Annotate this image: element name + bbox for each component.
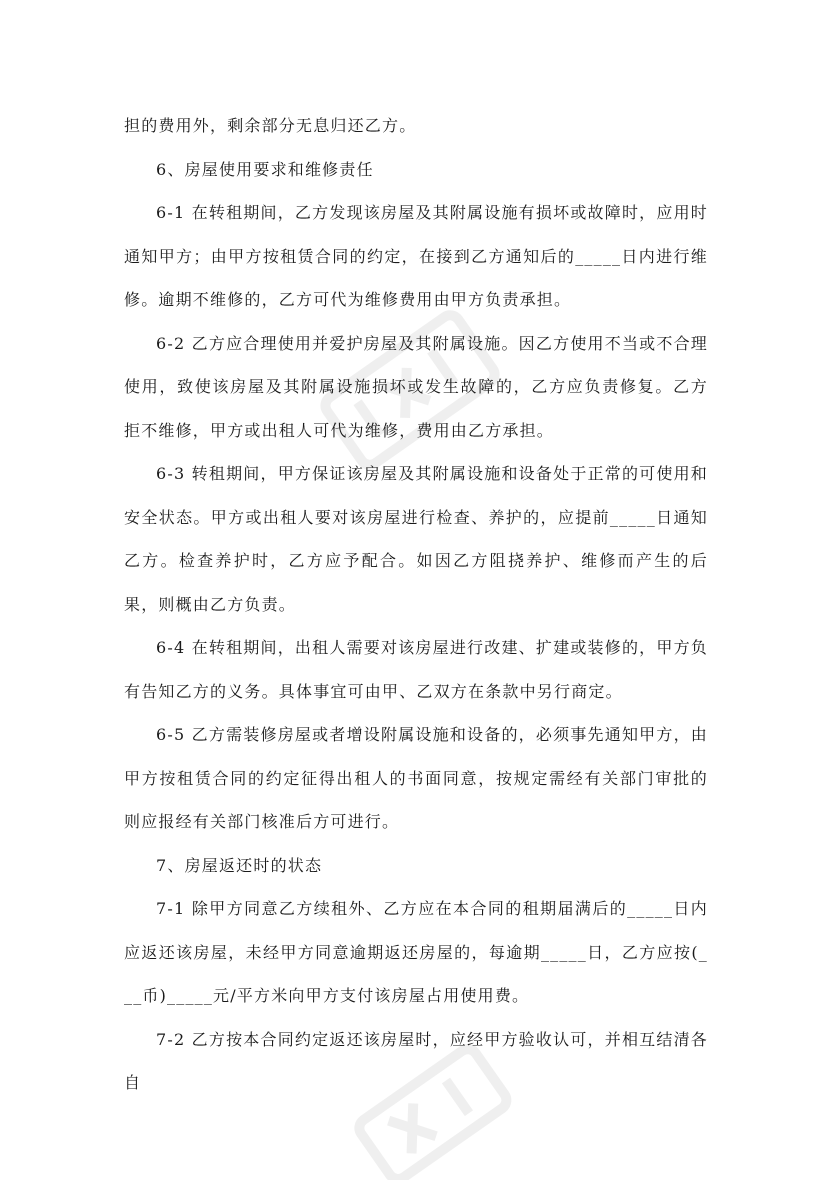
clause-6-5: 6-5 乙方需装修房屋或者增设附属设施和设备的，必须事先通知甲方，由甲方按租赁合同的约定征得出租人的书面同意，按规定需经有关部门审批的则应报经有关部门核准后方可进行。 [124,725,708,831]
clause-6-1: 6-1 在转租期间，乙方发现该房屋及其附属设施有损坏或故障时，应用时通知甲方；由甲方按租赁合同的约定，在接到乙方通知后的_____日内进行维修。逾期不维修的，乙方可代为维修费用由甲方负责承担。 [124,203,708,309]
clause-7-2: 7-2 乙方按本合同约定返还该房屋时，应经甲方验收认可，并相互结清各自 [124,1029,708,1092]
section-heading-7: 7、房屋返还时的状态 [156,855,323,875]
clause-6-3: 6-3 转租期间，甲方保证该房屋及其附属设施和设备处于正常的可使用和安全状态。甲方或出租人要对该房屋进行检查、养护的，应提前_____日通知乙方。检查养护时，乙方应予配合。如因乙方阻挠养护、维修而产生的后果，则概由乙方负责。 [124,464,708,614]
section-heading-6: 6、房屋使用要求和维修责任 [156,159,374,179]
clause-7-1: 7-1 除甲方同意乙方续租外、乙方应在本合同的租期届满后的_____日内应返还该房屋，未经甲方同意逾期返还房屋的，每逾期_____日，乙方应按(___币)_____元/平方米向甲方支付该房屋占用使用费。 [124,899,708,1005]
clause-6-2: 6-2 乙方应合理使用并爱护房屋及其附属设施。因乙方使用不当或不合理使用，致使该房屋及其附属设施损坏或发生故障的，乙方应负责修复。乙方拒不维修，甲方或出租人可代为维修，费用由乙方承担。 [124,333,708,440]
paragraph-continuation: 担的费用外，剩余部分无息归还乙方。 [124,116,417,135]
document-body [124,104,708,1105]
clause-6-4: 6-4 在转租期间，出租人需要对该房屋进行改建、扩建或装修的，甲方负有告知乙方的义务。具体事宜可由甲、乙双方在条款中另行商定。 [124,638,708,701]
